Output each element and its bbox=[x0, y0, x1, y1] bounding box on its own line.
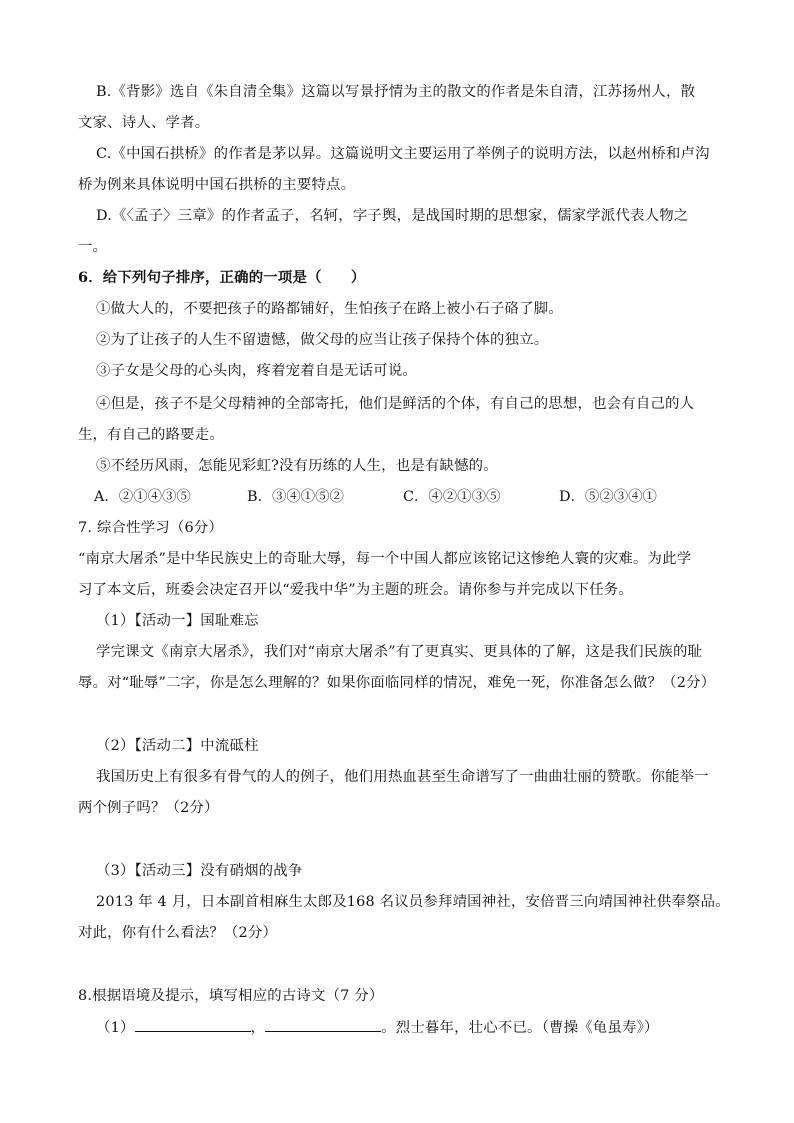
q6-option-d: D．⑤②③④① bbox=[559, 489, 657, 505]
q6-option-c: C．④②①③⑤ bbox=[403, 489, 501, 505]
q7-stem: 7. 综合性学习（6分） bbox=[78, 520, 223, 536]
q6-option-b: B．③④①⑤② bbox=[247, 489, 344, 505]
q6-sentence-1: ①做大人的，不要把孩子的路都铺好，生怕孩子在路上被小石子硌了脚。 bbox=[96, 301, 563, 317]
q8-item1-blank-2[interactable] bbox=[265, 1017, 381, 1032]
q7-activity1-line2: 辱。对“耻辱”二字，你是怎么理解的？如果你面临同样的情况，难免一死，你准备怎么做？（2分） bbox=[78, 675, 716, 691]
q8-item1 bbox=[96, 1017, 659, 1038]
q8-item1-separator: ， bbox=[250, 1020, 266, 1036]
q7-activity2-line1: 我国历史上有很多有骨气的人的例子，他们用热血甚至生命谱写了一曲曲壮丽的赞歌。你能举一 bbox=[96, 769, 709, 785]
q7-activity3-line1: 2013 年 4 月，日本副首相麻生太郎及168 名议员参拜靖国神社，安倍晋三向靖国神社供奉祭品。 bbox=[96, 894, 730, 910]
q5-option-d-line1: D.《〈孟子〉三章》的作者孟子，名轲，字子舆，是战国时期的思想家，儒家学派代表人物之 bbox=[96, 208, 689, 224]
q7-intro-line2: 习了本文后，班委会决定召开以“爱我中华”为主题的班会。请你参与并完成以下任务。 bbox=[78, 582, 633, 598]
q6-sentence-4-line1: ④但是，孩子不是父母精神的全部寄托，他们是鲜活的个体，有自己的思想，也会有自己的人 bbox=[96, 396, 695, 412]
q7-intro-line1: “南京大屠杀”是中华民族史上的奇耻大辱，每一个中国人都应该铭记这惨绝人寰的灾难。为此学 bbox=[78, 551, 692, 567]
q7-activity3-line2: 对此，你有什么看法？（2分） bbox=[78, 925, 278, 941]
q8-stem: 8.根据语境及提示，填写相应的古诗文（7 分） bbox=[78, 988, 384, 1004]
q7-activity1-title: （1）【活动一】国耻难忘 bbox=[96, 613, 259, 629]
q6-option-a: A．②①④③⑤ bbox=[94, 489, 191, 505]
q7-activity1-line1: 学完课文《南京大屠杀》，我们对“南京大屠杀”有了更真实、更具体的了解，这是我们民族的耻 bbox=[96, 644, 703, 660]
q7-activity3-title: （3）【活动三】没有硝烟的战争 bbox=[96, 863, 303, 879]
q8-item1-blank-1[interactable] bbox=[135, 1017, 251, 1032]
q8-item1-suffix: 。烈士暮年，壮心不已。（曹操《龟虽寿》） bbox=[381, 1020, 659, 1036]
q5-option-b-line1: B.《背影》选自《朱自清全集》这篇以写景抒情为主的散文的作者是朱自清，江苏扬州人，散 bbox=[96, 84, 696, 100]
q6-sentence-4-line2: 生，有自己的路要走。 bbox=[78, 427, 224, 443]
q6-sentence-2: ②为了让孩子的人生不留遗憾，做父母的应当让孩子保持个体的独立。 bbox=[96, 332, 549, 348]
q6-sentence-5: ⑤不经历风雨，怎能见彩虹?没有历练的人生，也是有缺憾的。 bbox=[96, 458, 498, 474]
q5-option-d-line2: 一。 bbox=[78, 239, 108, 255]
q7-activity2-line2: 两个例子吗？（2分） bbox=[78, 800, 219, 816]
q6-sentence-3: ③子女是父母的心头肉，疼着宠着自是无话可说。 bbox=[96, 363, 417, 379]
q5-option-c-line2: 桥为例来具体说明中国石拱桥的主要特点。 bbox=[78, 177, 356, 193]
q7-activity2-title: （2）【活动二】中流砥柱 bbox=[96, 738, 259, 754]
q8-item1-prefix: （1） bbox=[96, 1020, 135, 1036]
q5-option-c-line1: C.《中国石拱桥》的作者是茅以昇。这篇说明文主要运用了举例子的说明方法，以赵州桥和卢沟 bbox=[96, 146, 710, 162]
q5-option-b-line2: 文家、诗人、学者。 bbox=[78, 115, 210, 131]
q6-stem: 6．给下列句子排序，正确的一项是（ ） bbox=[78, 269, 366, 286]
